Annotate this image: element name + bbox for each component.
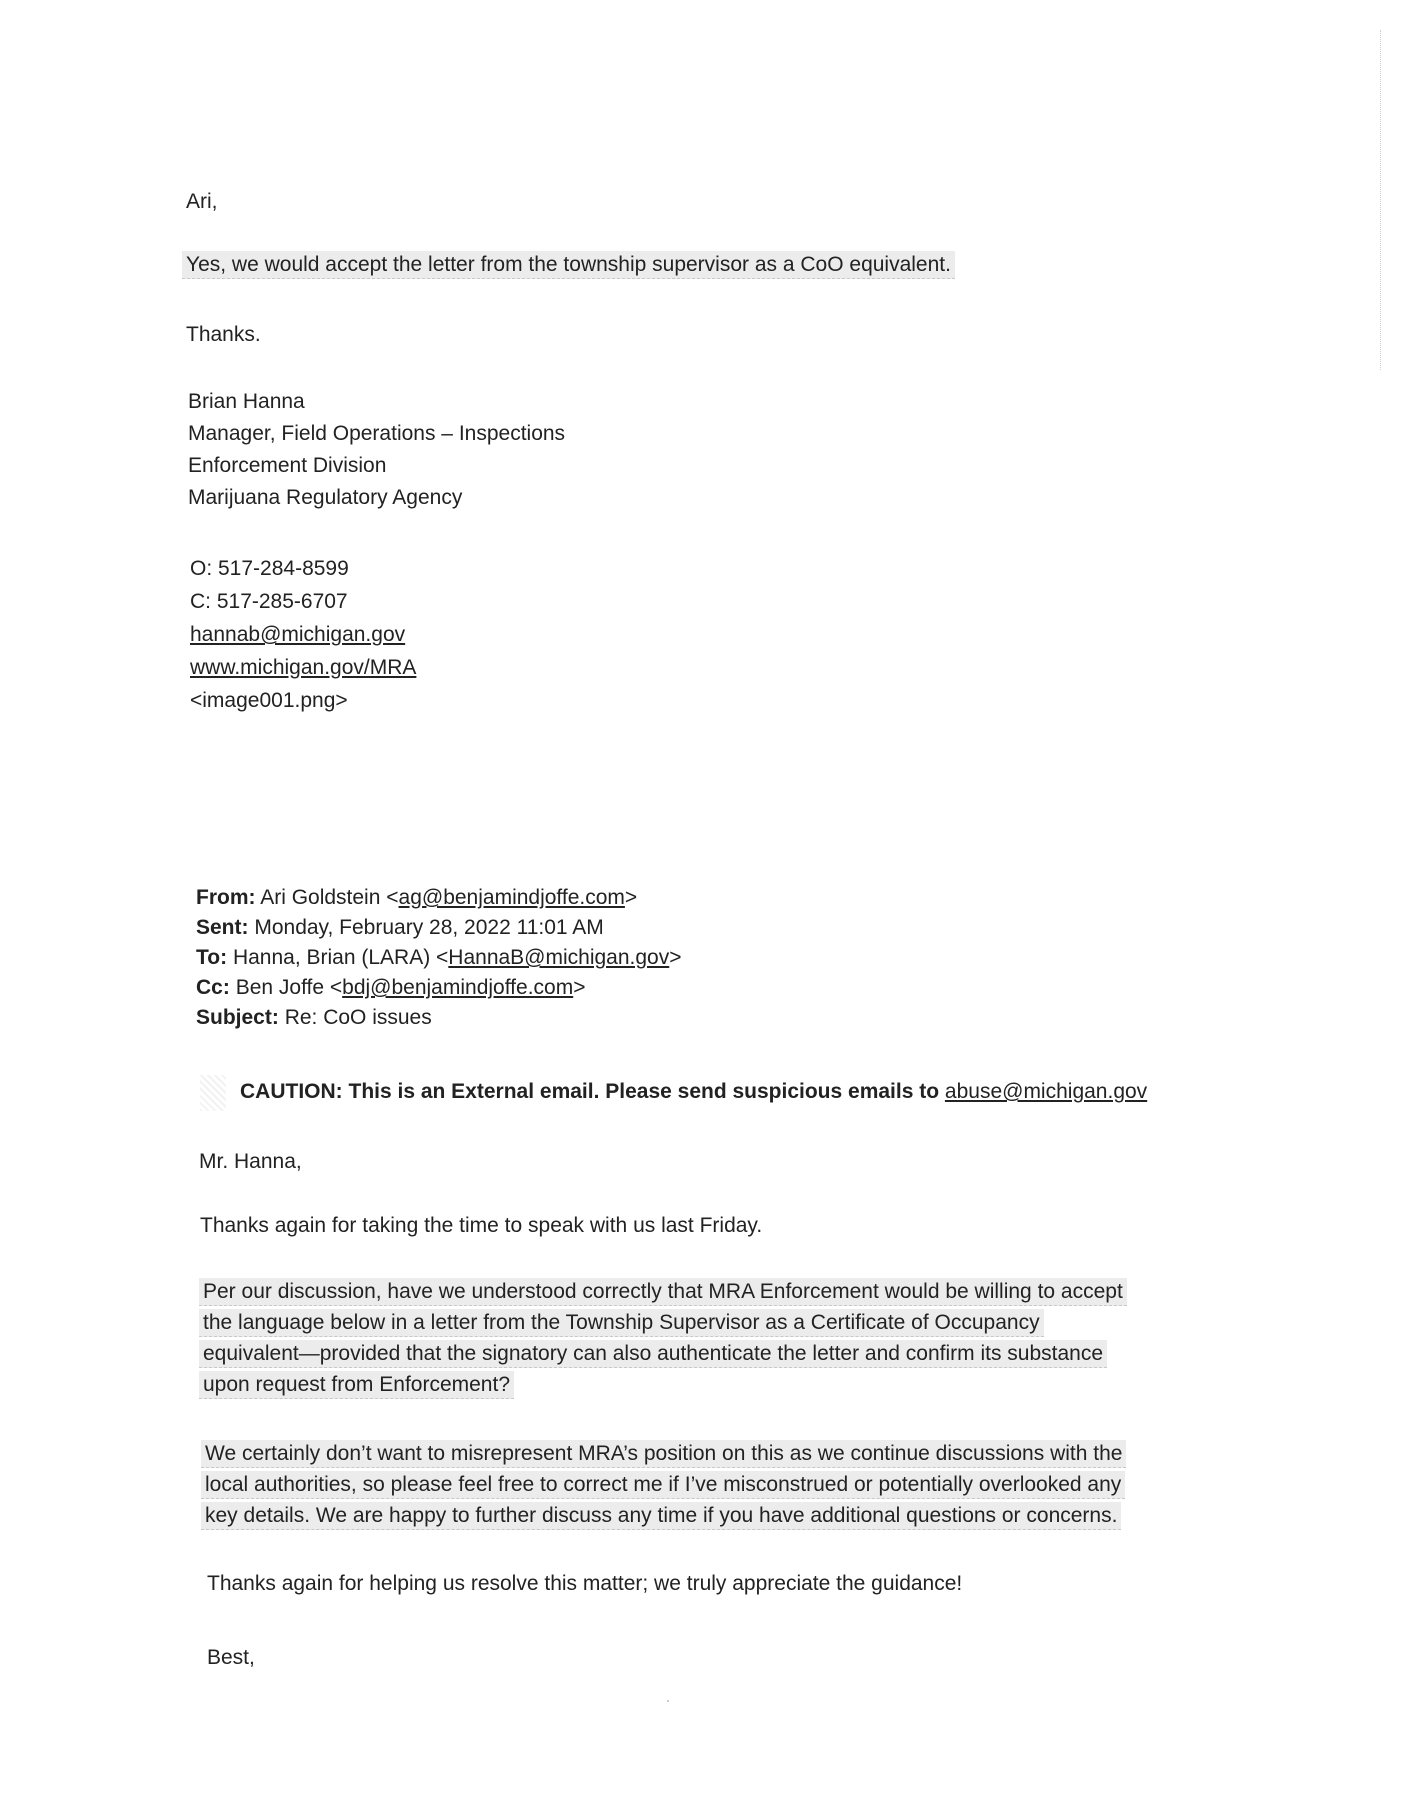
- cc-name: Ben Joffe <: [235, 976, 343, 999]
- scan-edge-mark: [1376, 30, 1381, 370]
- signature-website-link[interactable]: www.michigan.gov/MRA: [190, 656, 417, 679]
- para3-line: local authorities, so please feel free to correct me if I’ve misconstrued or potentially overlooked any: [201, 1471, 1125, 1499]
- original-closing: Best,: [207, 1646, 255, 1669]
- from-email-link[interactable]: ag@benjamindjoffe.com: [398, 886, 625, 909]
- subject-line: [196, 1003, 682, 1033]
- para3-line: key details. We are happy to further discuss any time if you have additional questions or concerns.: [201, 1502, 1121, 1530]
- reply-answer-text: Yes, we would accept the letter from the township supervisor as a CoO equivalent.: [182, 251, 955, 279]
- reply-thanks: Thanks.: [186, 323, 261, 346]
- original-salutation: Mr. Hanna,: [199, 1150, 302, 1173]
- to-name: Hanna, Brian (LARA) <: [232, 946, 449, 969]
- from-close: >: [624, 886, 638, 909]
- original-para2: [203, 1276, 1127, 1400]
- original-para4: Thanks again for helping us resolve this matter; we truly appreciate the guidance!: [207, 1572, 963, 1595]
- sent-line: [196, 913, 682, 943]
- cc-email-link[interactable]: bdj@benjamindjoffe.com: [342, 976, 574, 999]
- contact-block: [190, 552, 416, 717]
- para3-line: We certainly don’t want to misrepresent MRA’s position on this as we continue discussions with the: [201, 1440, 1126, 1468]
- caution-banner: [240, 1080, 1147, 1104]
- original-email-header: [196, 883, 682, 1033]
- caution-email-link[interactable]: abuse@michigan.gov: [944, 1080, 1148, 1103]
- sent-value: Monday, February 28, 2022 11:01 AM: [254, 916, 604, 939]
- subject-value: Re: CoO issues: [284, 1006, 432, 1029]
- cell-phone: C: 517-285-6707: [190, 590, 348, 613]
- from-label: From:: [196, 886, 256, 909]
- caution-text: CAUTION: This is an External email. Please send suspicious emails to: [240, 1080, 940, 1103]
- cc-label: Cc:: [196, 976, 230, 999]
- office-phone: O: 517-284-8599: [190, 557, 349, 580]
- image-placeholder: <image001.png>: [190, 689, 348, 712]
- scan-speck: [667, 1700, 669, 1702]
- signature-block: [188, 386, 565, 514]
- original-para3: [205, 1438, 1126, 1531]
- to-close: >: [669, 946, 682, 969]
- para2-line: Per our discussion, have we understood correctly that MRA Enforcement would be willing to accept: [199, 1278, 1127, 1306]
- original-para1: Thanks again for taking the time to speak with us last Friday.: [200, 1214, 763, 1237]
- signature-email-link[interactable]: hannab@michigan.gov: [190, 623, 406, 646]
- to-line: [196, 943, 682, 973]
- sent-label: Sent:: [196, 916, 249, 939]
- signature-division: Enforcement Division: [188, 454, 387, 477]
- from-name: Ari Goldstein <: [260, 886, 399, 909]
- to-email-link[interactable]: HannaB@michigan.gov: [448, 946, 670, 969]
- signature-title: Manager, Field Operations – Inspections: [188, 422, 566, 445]
- reply-answer: [186, 253, 955, 277]
- cc-close: >: [573, 976, 586, 999]
- para2-line: the language below in a letter from the Township Supervisor as a Certificate of Occupancy: [199, 1309, 1044, 1337]
- signature-name: Brian Hanna: [188, 390, 305, 413]
- cc-line: [196, 973, 682, 1003]
- caution-scan-mark: [200, 1075, 226, 1111]
- signature-agency: Marijuana Regulatory Agency: [188, 486, 463, 509]
- para2-line: upon request from Enforcement?: [199, 1371, 514, 1399]
- to-label: To:: [196, 946, 228, 969]
- subject-label: Subject:: [196, 1006, 279, 1029]
- para2-line: equivalent—provided that the signatory can also authenticate the letter and confirm its substance: [199, 1340, 1107, 1368]
- from-line: [196, 883, 682, 913]
- reply-greeting: Ari,: [186, 190, 218, 213]
